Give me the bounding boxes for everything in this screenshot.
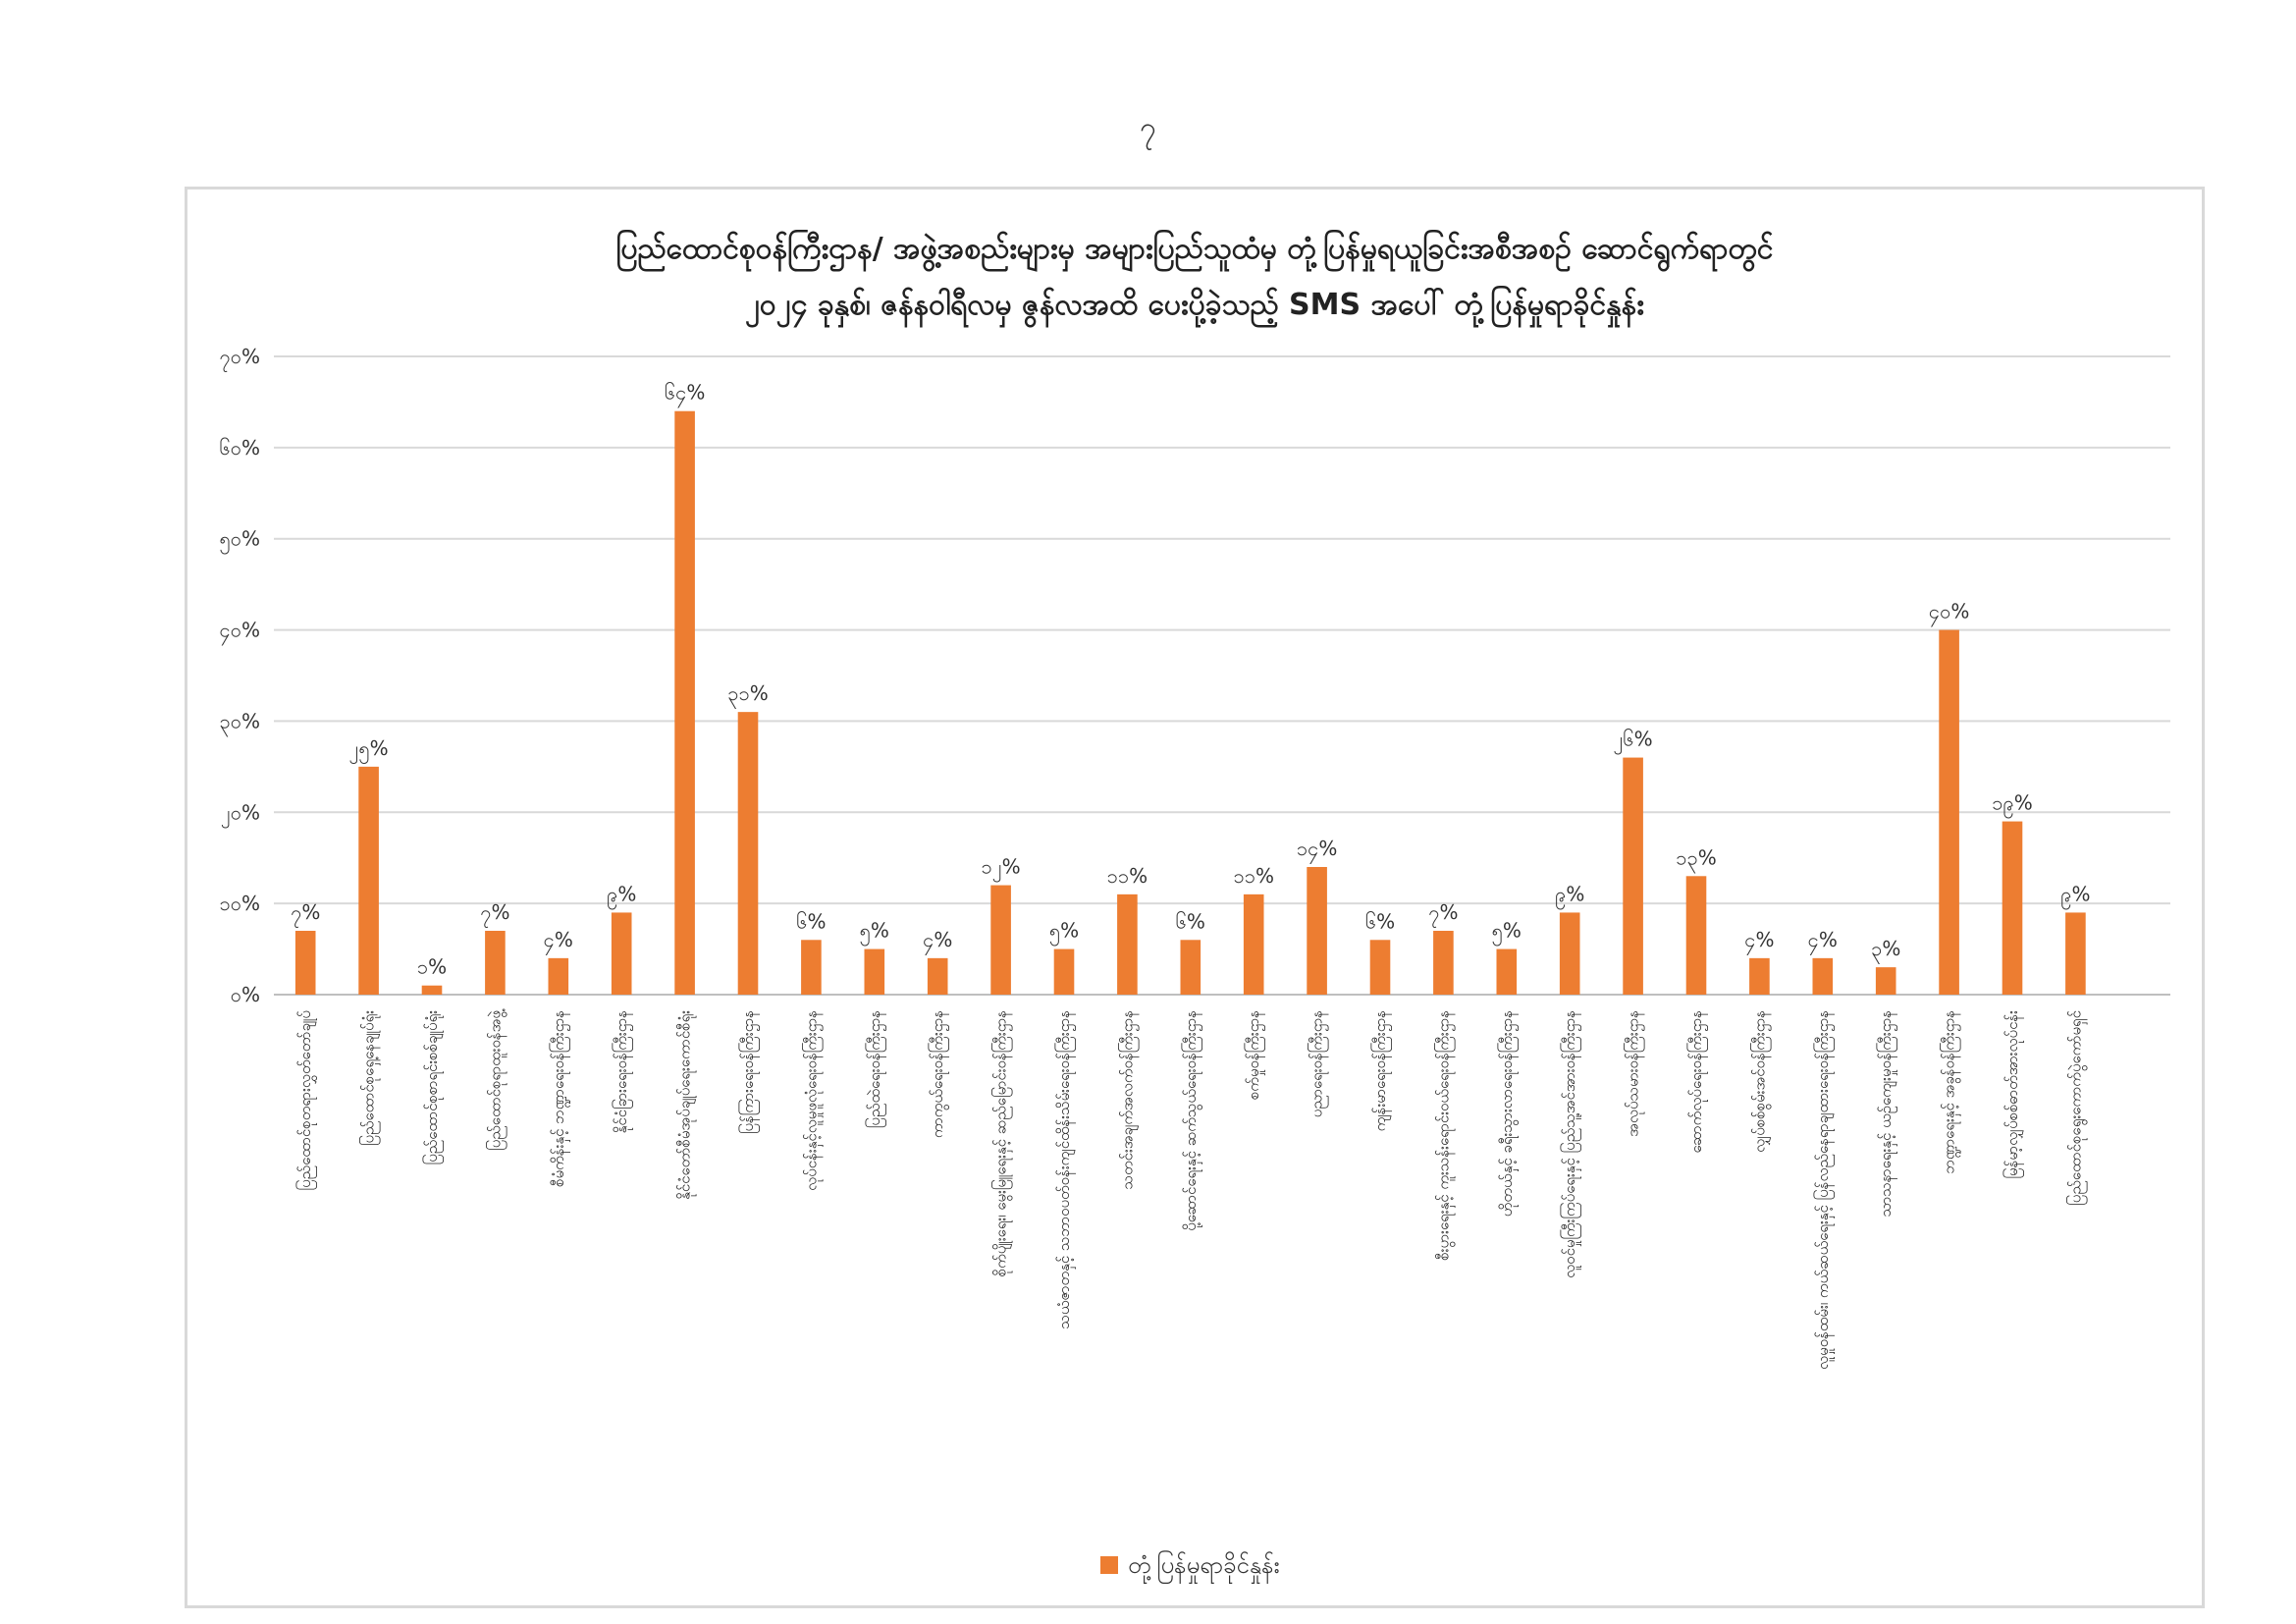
data-label: ၇%: [480, 900, 510, 924]
bar: [1117, 894, 1138, 995]
bar: [1560, 912, 1580, 995]
category-label: နိုင်ငံခြားရေးဝန်ကြီးဌာန: [613, 1010, 631, 1134]
y-axis-ticks: [219, 345, 260, 1006]
bar: [1876, 967, 1896, 995]
data-label: ၅%: [1491, 918, 1522, 943]
category-label: ဟိုတယ်နှင့် ခရီးသွားလာရေးဝန်ကြီးဌာန: [1497, 1010, 1516, 1218]
data-label: ၆%: [1364, 909, 1396, 934]
category-label: သယံဇာတနှင့် သဘာဝပတ်ဝန်းကျင်ထိန်းသိမ်းရေးဝန်ကြီးဌာန: [1055, 1010, 1073, 1329]
bar: [864, 949, 884, 995]
bar: [1686, 876, 1707, 995]
data-label: ၂၆%: [1613, 727, 1653, 751]
category-label: ပြည်ထဲရေးဝန်ကြီးဌာန: [865, 1010, 883, 1129]
y-tick-label: ၅၀%: [219, 526, 260, 551]
category-label: ပို့ဆောင်ရေးနှင့် ဆက်သွယ်ရေးဝန်ကြီးဌာန: [1181, 1010, 1200, 1231]
data-label: ၁၄%: [1296, 837, 1338, 860]
data-label: ၃%: [1871, 937, 1901, 961]
category-label: ပြန်ကြားရေးဝန်ကြီးဌာန: [739, 1010, 757, 1135]
category-label: ပြည်ထောင်စုရွေးကောက်ပွဲကော်မရှင်: [2066, 1010, 2085, 1206]
data-label: ၄%: [923, 927, 953, 951]
bar: [422, 986, 443, 995]
bar: [1939, 630, 1959, 995]
data-label: ၅%: [859, 918, 889, 943]
data-label: ၁၃%: [1676, 845, 1717, 870]
chart-frame: [185, 187, 2205, 1608]
bar: [548, 958, 568, 995]
data-label: ၅%: [1048, 918, 1080, 943]
category-label: သာသနာရေးနှင့် ယဉ်ကျေးမှုဝန်ကြီးဌာန: [1877, 1010, 1896, 1218]
y-tick-label: ၂၀%: [220, 800, 260, 825]
category-label: လူမှုဝန်ထမ်း၊ ကယ်ဆယ်ရေးနှင့် ပြန်လည်နေရာချထားရေးဝန်ကြီးဌာန: [1813, 1010, 1832, 1370]
bar: [485, 931, 506, 995]
data-label: ၄%: [543, 927, 573, 951]
category-label: စက်မှုဝန်ကြီးဌာန: [1245, 1010, 1263, 1101]
category-label: ကာကွယ်ရေးဝန်ကြီးဌာန: [929, 1010, 947, 1139]
data-label: ၁၁%: [1106, 863, 1148, 888]
bar: [801, 940, 822, 995]
category-label: ပြည်ထောင်စုရှေ့နေချုပ်ရုံး: [359, 1010, 378, 1147]
category-label: စီးပွားရေးနှင့် ကူးသန်းရောင်းဝယ်ရေးဝန်ကြီးဌာန: [1434, 1010, 1453, 1261]
bar: [1433, 931, 1454, 995]
chart-title-line-2: ၂၀၂၄ ခုနှစ်၊ ဇန်နဝါရီလမှ ဇွန်လအထိ ပေးပို့ခဲ့သည့် SMS အပေါ် တုံ့ပြန်မှုရာခိုင်နှုန်း: [745, 288, 1644, 322]
data-label: ၉%: [607, 882, 637, 906]
bar: [738, 712, 759, 995]
data-label: ၄%: [1744, 927, 1775, 951]
category-labels: [295, 1007, 2087, 1369]
bar: [1623, 758, 1643, 995]
category-label: ပြည်ထောင်စုတရားလွှတ်တော်ချုပ်: [296, 1010, 315, 1191]
bar: [990, 886, 1011, 995]
y-tick-label: ၆၀%: [219, 435, 260, 460]
legend: [1100, 1549, 1280, 1584]
category-label: အလုပ်သမားဝန်ကြီးဌာန: [1624, 1010, 1642, 1137]
y-tick-label: ၀%: [230, 983, 260, 1006]
bar: [1244, 894, 1264, 995]
bar: [674, 411, 695, 995]
data-label: ၆%: [796, 909, 827, 934]
data-label: ၆%: [1175, 909, 1205, 934]
category-label: ဆောက်လုပ်ရေးဝန်ကြီးဌာန: [1687, 1010, 1705, 1154]
data-label: ၇%: [1428, 900, 1459, 924]
category-label: ပညာရေးဝန်ကြီးဌာန: [1308, 1010, 1326, 1118]
data-label: ၁၂%: [981, 854, 1021, 879]
data-labels: [291, 381, 2090, 979]
data-label: ၉%: [1555, 882, 1585, 906]
category-label: စီမံကိန်းနှင့် ဘဏ္ဍာရေးဝန်ကြီးဌာန: [549, 1010, 567, 1187]
bar: [1054, 949, 1075, 995]
bar: [928, 958, 948, 995]
category-label: နိုင်ငံတော်စီမံအုပ်ချုပ်ရေးကောင်စီရုံး: [675, 1010, 694, 1200]
data-label: ၃၁%: [727, 681, 769, 706]
category-label: မြန်မာ့လျှပ်စစ်ဓာတ်အားလုပ်ငန်း: [2003, 1010, 2021, 1179]
data-label: ၁%: [416, 954, 448, 979]
bar: [2002, 822, 2023, 995]
data-label: ၉%: [2060, 882, 2091, 906]
data-label: ၁၁%: [1233, 863, 1274, 888]
legend-swatch: [1100, 1556, 1118, 1574]
bar: [295, 931, 316, 995]
bar: [1180, 940, 1201, 995]
bar: [1749, 958, 1770, 995]
data-label: ၂၅%: [348, 735, 389, 760]
bar: [1370, 940, 1391, 995]
category-label: ပြည်ထောင်စုရာထူးဝန်အဖွဲ့: [486, 1010, 505, 1151]
y-tick-label: ၇၀%: [219, 345, 260, 368]
bar: [2065, 912, 2086, 995]
category-label: လုပ်ငန်းနှင့်လူမှုဖူလုံရေးဝန်ကြီးဌာန: [802, 1010, 821, 1191]
y-tick-label: ၃၀%: [219, 709, 260, 733]
bar: [1496, 949, 1517, 995]
bars: [295, 411, 2086, 995]
bar: [612, 912, 632, 995]
legend-label: တုံ့ပြန်မှုရာခိုင်နှုန်း: [1128, 1551, 1280, 1579]
category-label: လျှပ်စစ်စွမ်းအင်ဝန်ကြီးဌာန: [1750, 1010, 1769, 1153]
y-tick-label: ၄၀%: [219, 618, 260, 642]
bar-chart: [187, 189, 2202, 1605]
category-label: လူဝင်မှုကြီးကြပ်ရေးနှင့် ပြည်သူ့အင်အားဝန်ကြီးဌာန: [1561, 1010, 1579, 1278]
y-tick-label: ၁၀%: [219, 892, 260, 916]
category-label: ဘဏ္ဍာရေးနှင့် အခွန်ဝန်ကြီးဌာန: [1940, 1010, 1958, 1174]
data-label: ၇%: [291, 900, 321, 924]
page-number: ၇: [1140, 111, 1156, 145]
data-label: ၁၉%: [1992, 790, 2033, 815]
bar: [1812, 958, 1833, 995]
data-label: ၄၀%: [1928, 599, 1970, 623]
chart-title-line-1: ပြည်ထောင်စုဝန်ကြီးဌာန/ အဖွဲ့အစည်းများမှ အများပြည်သူထံမှ တုံ့ပြန်မှုရယူခြင်းအစီအစဉ် ဆောင်ရွက်ရာတွင်: [615, 232, 1774, 266]
data-label: ၆၄%: [664, 380, 706, 405]
bar: [358, 767, 379, 995]
gridlines: [274, 356, 2170, 995]
category-label: ကျန်းမာရေးဝန်ကြီးဌာန: [1371, 1010, 1389, 1132]
category-label: ပြည်ထောင်စုစာရင်းစစ်ချုပ်ရုံး: [423, 1010, 441, 1165]
category-label: သတင်းအချက်အလက်ဝန်ကြီးဌာန: [1118, 1010, 1137, 1190]
bar: [1307, 867, 1327, 995]
category-label: စိုက်ပျိုးရေး၊ မွေးမြူရေးနှင့် ဆည်မြောင်းဝန်ကြီးဌာန: [991, 1010, 1010, 1277]
data-label: ၄%: [1807, 927, 1838, 951]
